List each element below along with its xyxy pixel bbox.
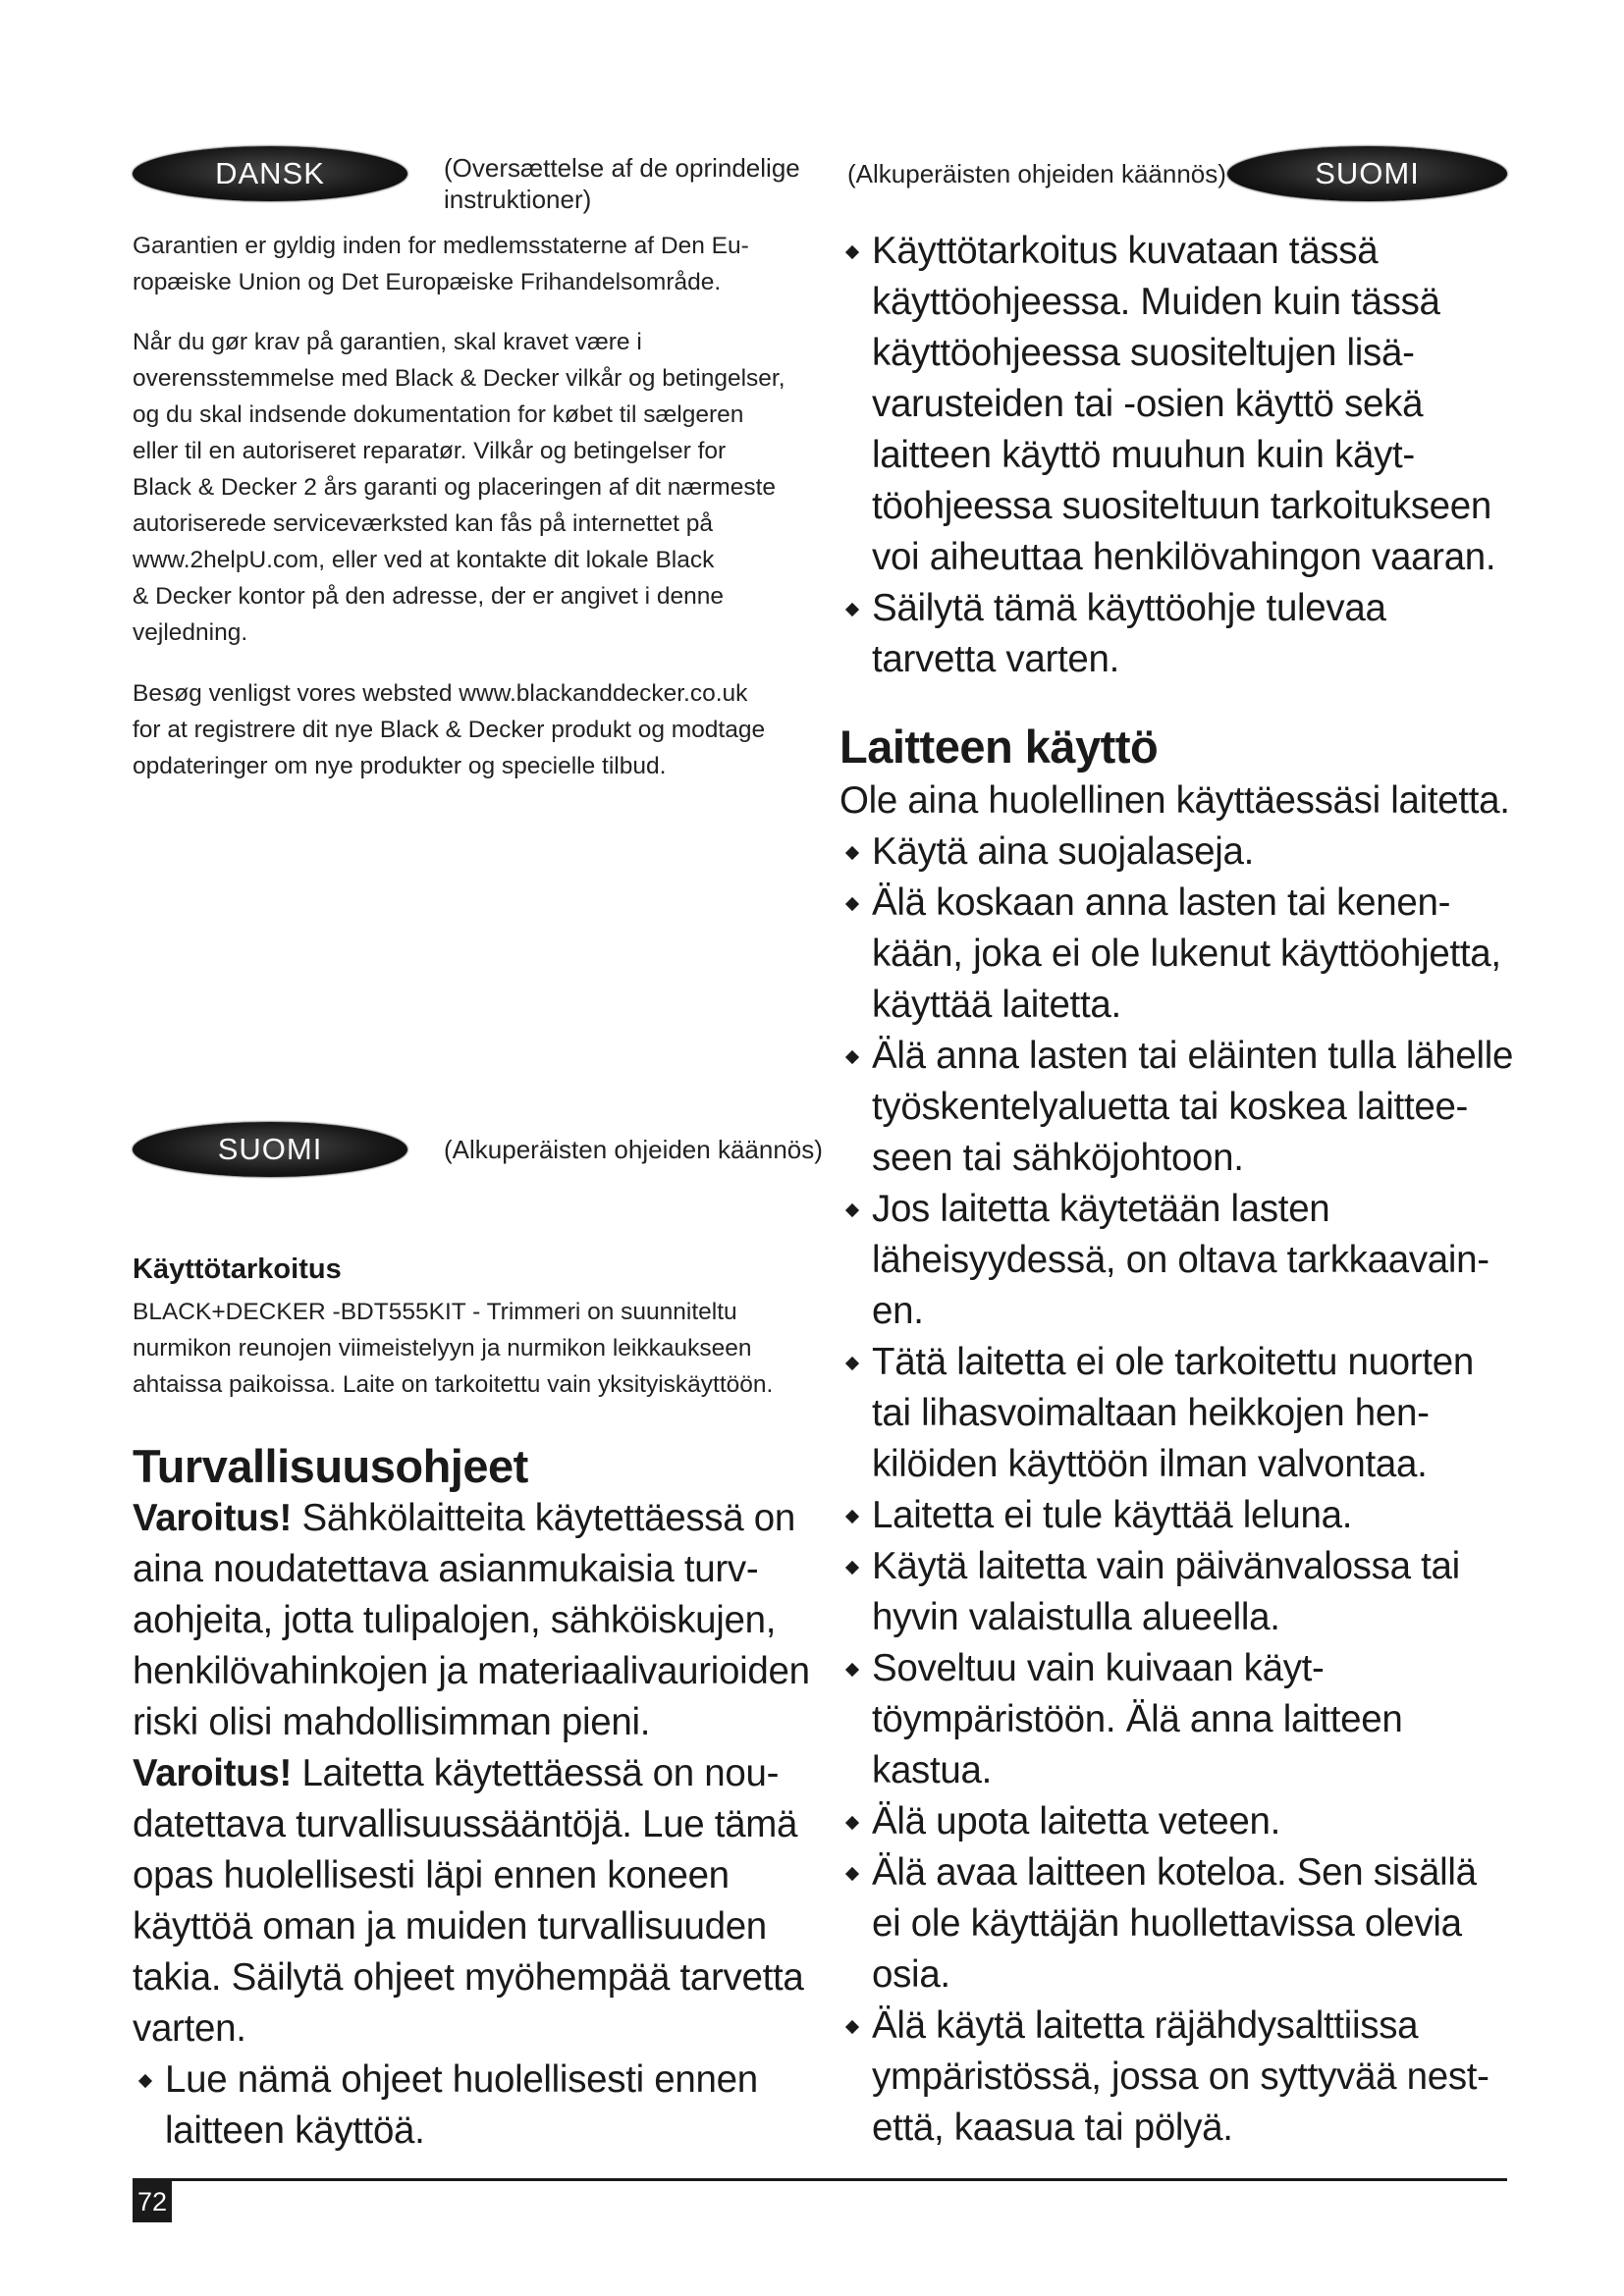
- bullet-item: [839, 827, 1527, 878]
- text-line: ahtaissa paikoissa. Laite on tarkoitettu vain yksityiskäyttöön.: [133, 1371, 774, 1398]
- text-line: Älä anna lasten tai eläinten tulla lähelle: [872, 1035, 1514, 1077]
- text-line: Tätä laitetta ei ole tarkoitettu nuorten: [872, 1341, 1474, 1383]
- text-line: käyttöohjeessa suositeltujen lisä-: [872, 332, 1415, 374]
- text-line: Når du gør krav på garantien, skal kravet være i: [133, 329, 642, 355]
- text-line: eller til en autoriseret reparatør. Vilkår og betingelser for: [133, 438, 727, 464]
- text-line: ei ole käyttäjän huollettavissa olevia: [872, 1902, 1462, 1945]
- intended-use-paragraph: [133, 1294, 773, 1403]
- bullet-item: [839, 878, 1527, 1031]
- text-line: Säilytä tämä käyttöohje tulevaa: [872, 587, 1386, 629]
- text-line: osia.: [872, 1953, 950, 1996]
- text-line: Älä upota laitetta veteen.: [872, 1800, 1281, 1842]
- text-line: riski olisi mahdollisimman pieni.: [133, 1701, 651, 1743]
- text-line: nurmikon reunojen viimeistelyyn ja nurmikon leikkaukseen: [133, 1335, 752, 1362]
- device-usage-heading: Laitteen käyttö: [839, 721, 1159, 773]
- text-line: henkilövahinkojen ja materiaalivaurioiden: [133, 1650, 810, 1692]
- text-line: töohjeessa suositeltuun tarkoitukseen: [872, 485, 1491, 527]
- intended-use-heading: Käyttötarkoitus: [133, 1254, 342, 1285]
- text-line: BLACK+DECKER -BDT555KIT - Trimmeri on suunniteltu: [133, 1299, 737, 1325]
- text-line: Soveltuu vain kuivaan käyt-: [872, 1647, 1325, 1689]
- dansk-translation-note: [444, 152, 800, 215]
- diamond-bullet-icon: [845, 1867, 859, 1881]
- diamond-bullet-icon: [845, 1050, 859, 1064]
- diamond-bullet-icon: [845, 1663, 859, 1677]
- text-line: hyvin valaistulla alueella.: [872, 1596, 1280, 1638]
- text-line: og du skal indsende dokumentation for købet til sælgeren: [133, 401, 744, 428]
- dansk-paragraph-warranty-scope: [133, 228, 749, 300]
- text-line: Besøg venligst vores websted www.blackanddecker.co.uk: [133, 680, 748, 707]
- text-line: en.: [872, 1290, 924, 1332]
- bullet-item: [839, 2001, 1527, 2154]
- bullet-item: [839, 1541, 1527, 1643]
- text-line: Käyttötarkoitus kuvataan tässä: [872, 230, 1379, 272]
- text-line: autoriserede serviceværksted kan fås på internettet på: [133, 510, 714, 537]
- bullet-item: [839, 583, 1527, 685]
- text-line: käyttöohjeessa. Muiden kuin tässä: [872, 281, 1440, 323]
- text-line: että, kaasua tai pölyä.: [872, 2107, 1233, 2149]
- dansk-note-line: (Oversættelse af de oprindelige: [444, 153, 800, 183]
- dansk-paragraph-warranty-claim: [133, 324, 785, 651]
- text-line: aohjeita, jotta tulipalojen, sähköiskujen,: [133, 1599, 777, 1641]
- text-line: käyttää laitetta.: [872, 984, 1121, 1026]
- diamond-bullet-icon: [845, 603, 859, 616]
- diamond-bullet-icon: [845, 2020, 859, 2034]
- dansk-note-line: instruktioner): [444, 185, 592, 214]
- page-number: 72: [133, 2181, 172, 2222]
- diamond-bullet-icon: [845, 1357, 859, 1370]
- text-line: www.2helpU.com, eller ved at kontakte dit lokale Black: [133, 547, 715, 573]
- text-line: laitteen käyttöä.: [165, 2109, 425, 2152]
- suomi-language-badge-right: SUOMI: [1227, 146, 1507, 201]
- diamond-bullet-icon: [845, 1816, 859, 1830]
- text-line: töympäristöön. Älä anna laitteen: [872, 1698, 1403, 1740]
- device-usage-section: [839, 775, 1527, 2154]
- text-line: laitteen käyttö muuhun kuin käyt-: [872, 434, 1415, 476]
- text-line: Älä koskaan anna lasten tai kenen-: [872, 881, 1451, 924]
- text-line: kään, joka ei ole lukenut käyttöohjetta,: [872, 933, 1501, 975]
- text-line: kilöiden käyttöön ilman valvontaa.: [872, 1443, 1428, 1485]
- dansk-paragraph-register-product: [133, 675, 765, 784]
- right-top-bullets: [839, 226, 1527, 685]
- safety-warnings: [133, 1493, 810, 2157]
- text-line: aina noudatettava asianmukaisia turv-: [133, 1548, 759, 1590]
- text-line: ropæiske Union og Det Europæiske Frihandelsområde.: [133, 269, 722, 295]
- text-line: opas huolellisesti läpi ennen koneen: [133, 1854, 730, 1896]
- text-line: Black & Decker 2 års garanti og placeringen af dit nærmeste: [133, 474, 777, 501]
- footer-rule: [133, 2178, 1507, 2181]
- text-line: vejledning.: [133, 619, 248, 646]
- text-line: varusteiden tai -osien käyttö sekä: [872, 383, 1424, 425]
- suomi-language-badge-left: SUOMI: [133, 1122, 407, 1177]
- text-line: käyttöä oman ja muiden turvallisuuden: [133, 1905, 767, 1948]
- warning-line: [133, 1493, 810, 1544]
- diamond-bullet-icon: [845, 1561, 859, 1575]
- diamond-bullet-icon: [138, 2074, 152, 2088]
- text-line: kastua.: [872, 1749, 993, 1791]
- usage-intro: Ole aina huolellinen käyttäessäsi laitetta.: [839, 779, 1510, 822]
- warning-label: Varoitus!: [133, 1752, 293, 1794]
- text-line: Älä avaa laitteen koteloa. Sen sisällä: [872, 1851, 1477, 1894]
- text-line: varten.: [133, 2007, 246, 2050]
- diamond-bullet-icon: [845, 1203, 859, 1217]
- suomi-translation-note-left: (Alkuperäisten ohjeiden käännös): [444, 1135, 823, 1164]
- suomi-translation-note-right: (Alkuperäisten ohjeiden käännös): [847, 159, 1226, 188]
- bullet-item: [839, 1490, 1527, 1541]
- text-line: voi aiheuttaa henkilövahingon vaaran.: [872, 536, 1496, 578]
- bullet-item: [839, 1184, 1527, 1337]
- text-line: Jos laitetta käytetään lasten: [872, 1188, 1330, 1230]
- text-line: tarvetta varten.: [872, 638, 1119, 680]
- text-line: Lue nämä ohjeet huolellisesti ennen: [165, 2058, 758, 2101]
- bullet-item: [133, 2055, 810, 2157]
- text-line: Garantien er gyldig inden for medlemsstaterne af Den Eu-: [133, 233, 749, 259]
- text-line: for at registrere dit nye Black & Decker produkt og modtage: [133, 717, 766, 743]
- text-line: datettava turvallisuussääntöjä. Lue tämä: [133, 1803, 798, 1845]
- text-line: Käytä aina suojalaseja.: [872, 830, 1255, 873]
- text-line: läheisyydessä, on oltava tarkkaavain-: [872, 1239, 1489, 1281]
- text-line: tai lihasvoimaltaan heikkojen hen-: [872, 1392, 1430, 1434]
- text-line: & Decker kontor på den adresse, der er angivet i denne: [133, 583, 724, 610]
- text-line: Älä käytä laitetta räjähdysalttiissa: [872, 2004, 1419, 2047]
- bullet-item: [839, 1337, 1527, 1490]
- warning-text: Sähkölaitteita käytettäessä on: [292, 1497, 795, 1539]
- safety-instructions-heading: Turvallisuusohjeet: [133, 1440, 528, 1492]
- text-line: Laitetta ei tule käyttää leluna.: [872, 1494, 1353, 1536]
- text-line: seen tai sähköjohtoon.: [872, 1137, 1244, 1179]
- bullet-item: [839, 1847, 1527, 2001]
- diamond-bullet-icon: [845, 245, 859, 259]
- text-line: overensstemmelse med Black & Decker vilkår og betingelser,: [133, 365, 785, 392]
- warning-line: [133, 1748, 810, 1799]
- diamond-bullet-icon: [845, 846, 859, 860]
- bullet-item: [839, 1796, 1527, 1847]
- diamond-bullet-icon: [845, 1510, 859, 1523]
- bullet-item: [839, 1643, 1527, 1796]
- bullet-item: [839, 1031, 1527, 1184]
- text-line: takia. Säilytä ohjeet myöhempää tarvetta: [133, 1956, 804, 1999]
- warning-text: Laitetta käytettäessä on nou-: [292, 1752, 780, 1794]
- warning-label: Varoitus!: [133, 1497, 293, 1539]
- bullet-item: [839, 226, 1527, 583]
- text-line: työskentelyaluetta tai koskea laittee-: [872, 1086, 1469, 1128]
- text-line: opdateringer om nye produkter og specielle tilbud.: [133, 753, 667, 779]
- text-line: ympäristössä, jossa on syttyvää nest-: [872, 2056, 1489, 2098]
- text-line: Käytä laitetta vain päivänvalossa tai: [872, 1545, 1460, 1587]
- diamond-bullet-icon: [845, 897, 859, 911]
- dansk-language-badge: DANSK: [133, 146, 407, 201]
